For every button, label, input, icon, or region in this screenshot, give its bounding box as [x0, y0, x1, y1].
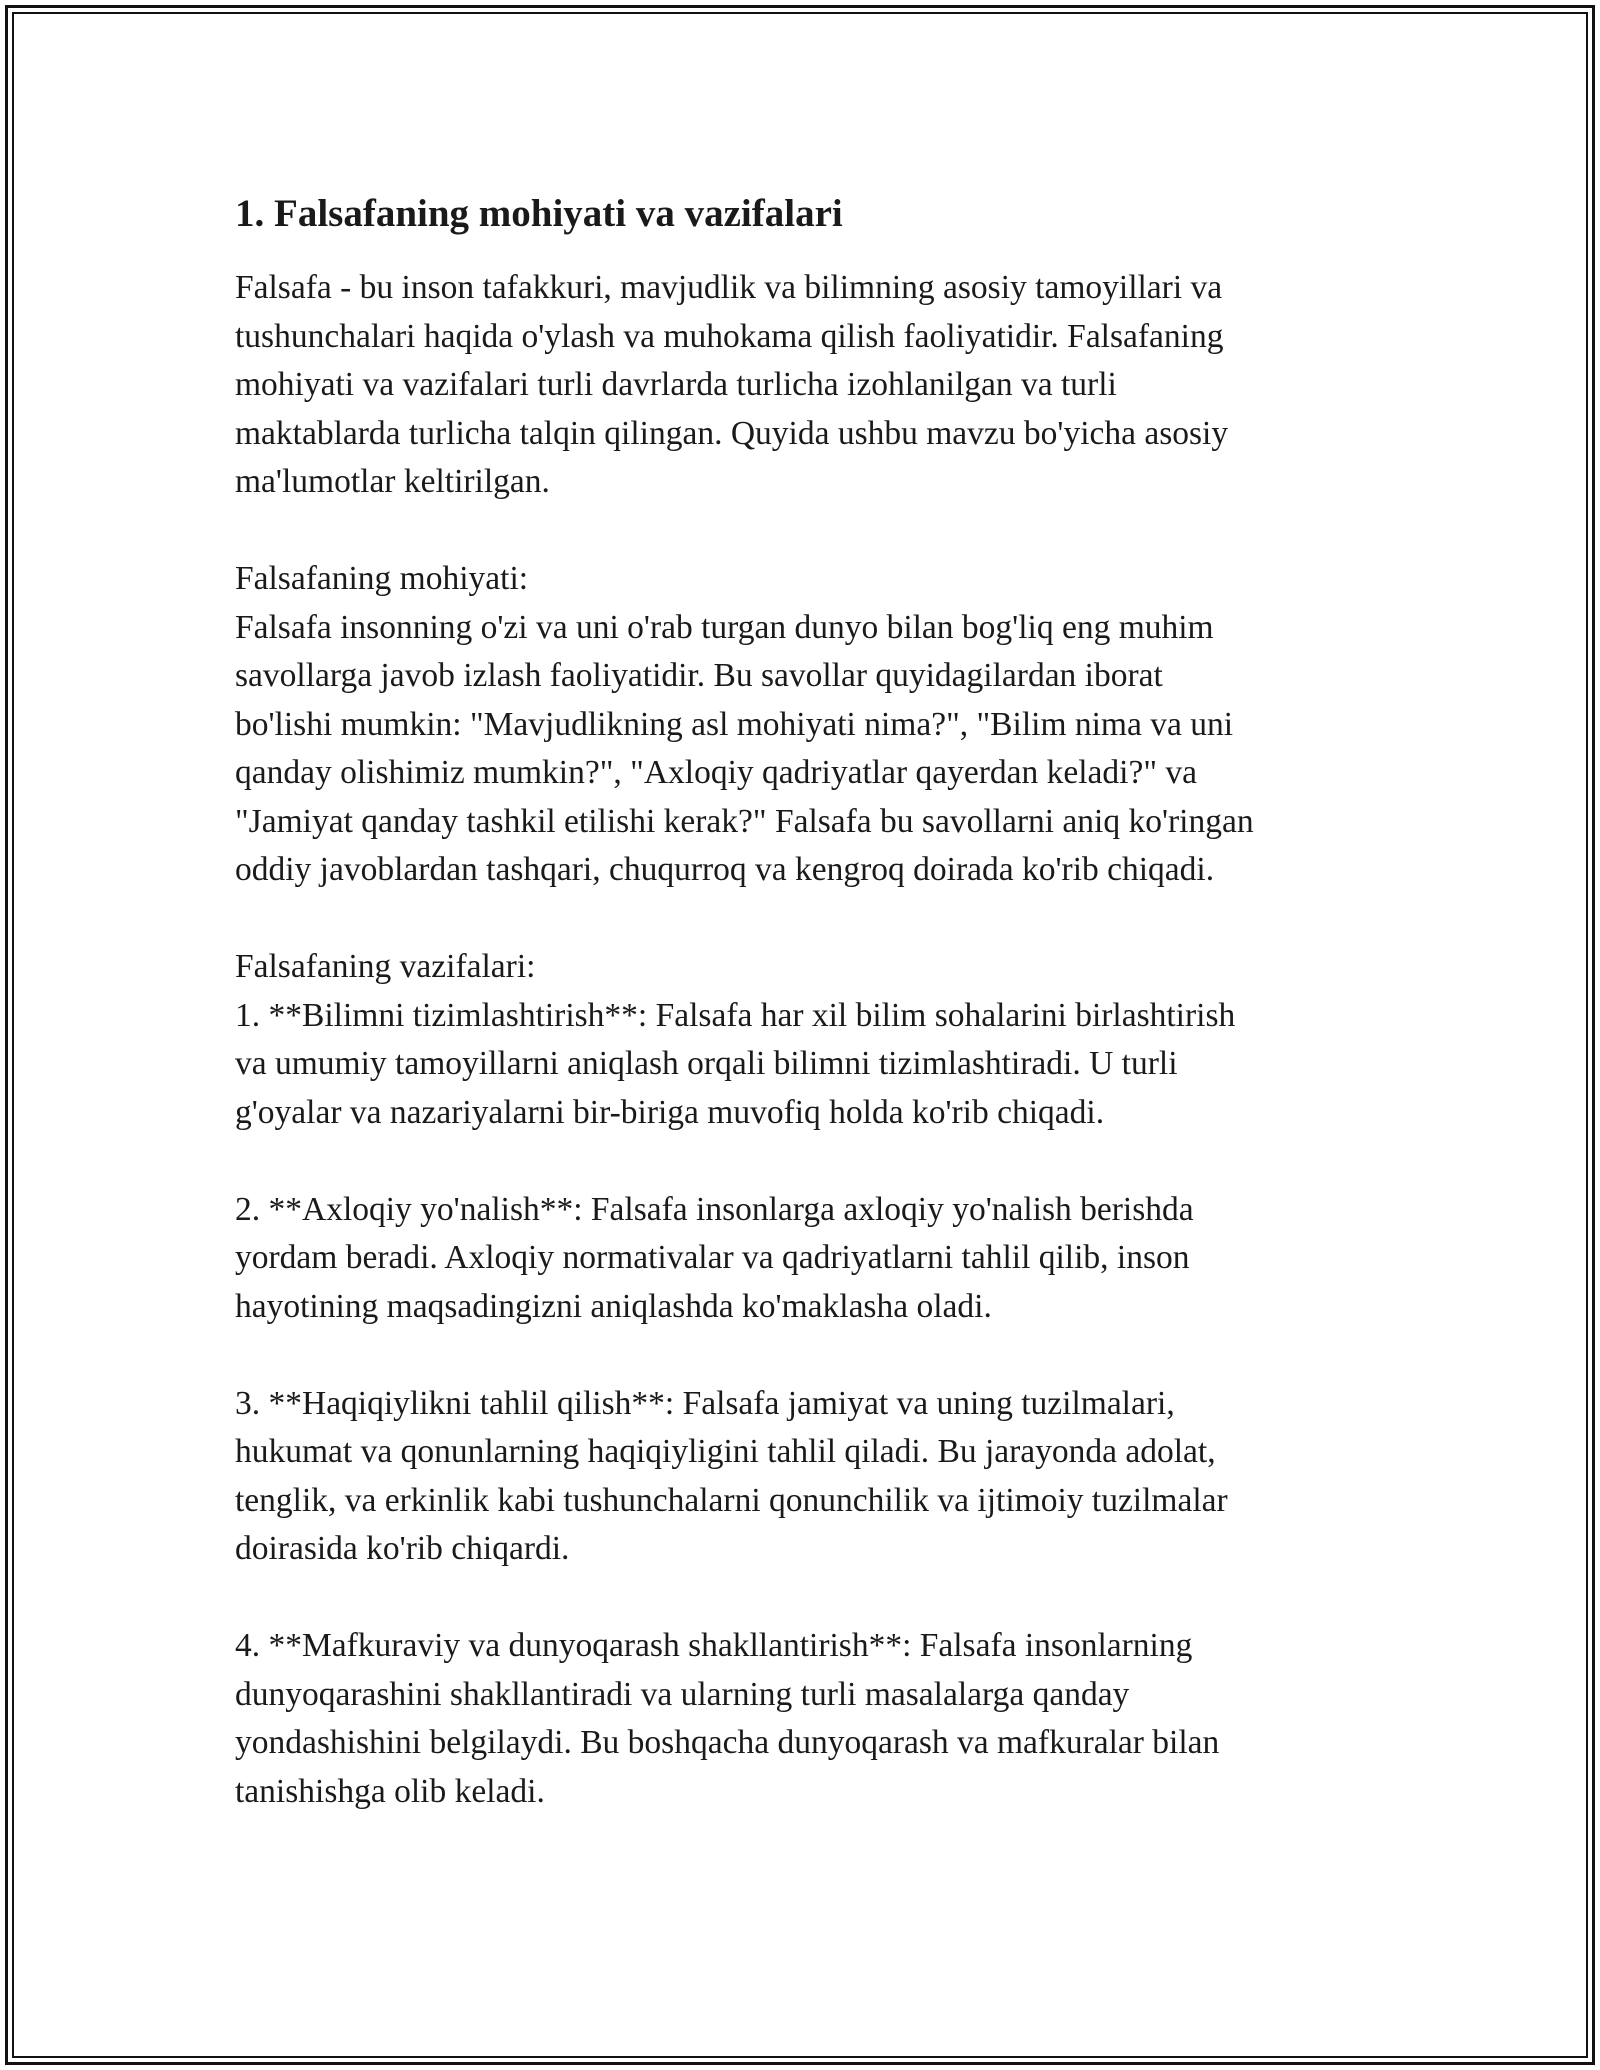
text-line: ma'lumotlar keltirilgan. — [235, 463, 550, 500]
text-line: oddiy javoblardan tashqari, chuqurroq va kengroq doirada ko'rib chiqadi. — [235, 851, 1215, 888]
essence-section — [235, 555, 1365, 895]
text-line: savollarga javob izlash faoliyatidir. Bu savollar quyidagilardan iborat — [235, 657, 1163, 694]
text-line: 2. **Axloqiy yo'nalish**: Falsafa insonlarga axloqiy yo'nalish berishda — [235, 1190, 1194, 1228]
text-line: Falsafa - bu inson tafakkuri, mavjudlik va bilimning asosiy tamoyillari va — [235, 269, 1223, 306]
tasks-item-2 — [235, 1186, 1365, 1332]
document-body — [235, 186, 1365, 1865]
text-line: doirasida ko'rib chiqardi. — [235, 1530, 570, 1567]
text-line: tushunchalari haqida o'ylash va muhokama qilish faoliyatidir. Falsafaning — [235, 317, 1224, 355]
intro-paragraph — [235, 264, 1365, 507]
text-line: va umumiy tamoyillarni aniqlash orqali bilimni tizimlashtiradi. U turli — [235, 1045, 1178, 1082]
text-line: 4. **Mafkuraviy va dunyoqarash shakllantirish**: Falsafa insonlarning — [235, 1627, 1193, 1664]
text-line: hukumat va qonunlarning haqiqiyligini tahlil qiladi. Bu jarayonda adolat, — [235, 1433, 1216, 1470]
tasks-item-3 — [235, 1380, 1365, 1574]
text-line: "Jamiyat qanday tashkil etilishi kerak?" Falsafa bu savollarni aniq ko'ringan — [235, 802, 1254, 840]
text-line: hayotining maqsadingizni aniqlashda ko'maklasha oladi. — [235, 1287, 992, 1325]
text-line: tanishishga olib keladi. — [235, 1772, 545, 1810]
text-line: Falsafa insonning o'zi va uni o'rab turgan dunyo bilan bog'liq eng muhim — [235, 608, 1214, 646]
page-title: 1. Falsafaning mohiyati va vazifalari — [235, 192, 843, 235]
tasks-item-4 — [235, 1622, 1365, 1816]
text-line: yordam beradi. Axloqiy normativalar va qadriyatlarni tahlil qilib, inson — [235, 1239, 1190, 1276]
section-heading: Falsafaning vazifalari: — [235, 948, 536, 985]
text-line: bo'lishi mumkin: "Mavjudlikning asl mohiyati nima?", "Bilim nima va uni — [235, 705, 1234, 743]
section-heading: Falsafaning mohiyati: — [235, 560, 529, 597]
text-line: tenglik, va erkinlik kabi tushunchalarni qonunchilik va ijtimoiy tuzilmalar — [235, 1481, 1228, 1519]
text-line: maktablarda turlicha talqin qilingan. Quyida ushbu mavzu bo'yicha asosiy — [235, 414, 1229, 452]
text-line: 1. **Bilimni tizimlashtirish**: Falsafa har xil bilim sohalarini birlashtirish — [235, 996, 1236, 1034]
text-line: g'oyalar va nazariyalarni bir-biriga muvofiq holda ko'rib chiqadi. — [235, 1093, 1105, 1131]
text-line: yondashishini belgilaydi. Bu boshqacha dunyoqarash va mafkuralar bilan — [235, 1724, 1220, 1761]
text-line: dunyoqarashini shakllantiradi va ularning turli masalalarga qanday — [235, 1675, 1130, 1713]
tasks-section-item-1 — [235, 943, 1365, 1137]
text-line: 3. **Haqiqiylikni tahlil qilish**: Falsafa jamiyat va uning tuzilmalari, — [235, 1384, 1175, 1422]
text-line: mohiyati va vazifalari turli davrlarda turlicha izohlanilgan va turli — [235, 366, 1117, 403]
text-line: qanday olishimiz mumkin?", "Axloqiy qadriyatlar qayerdan keladi?" va — [235, 754, 1197, 791]
